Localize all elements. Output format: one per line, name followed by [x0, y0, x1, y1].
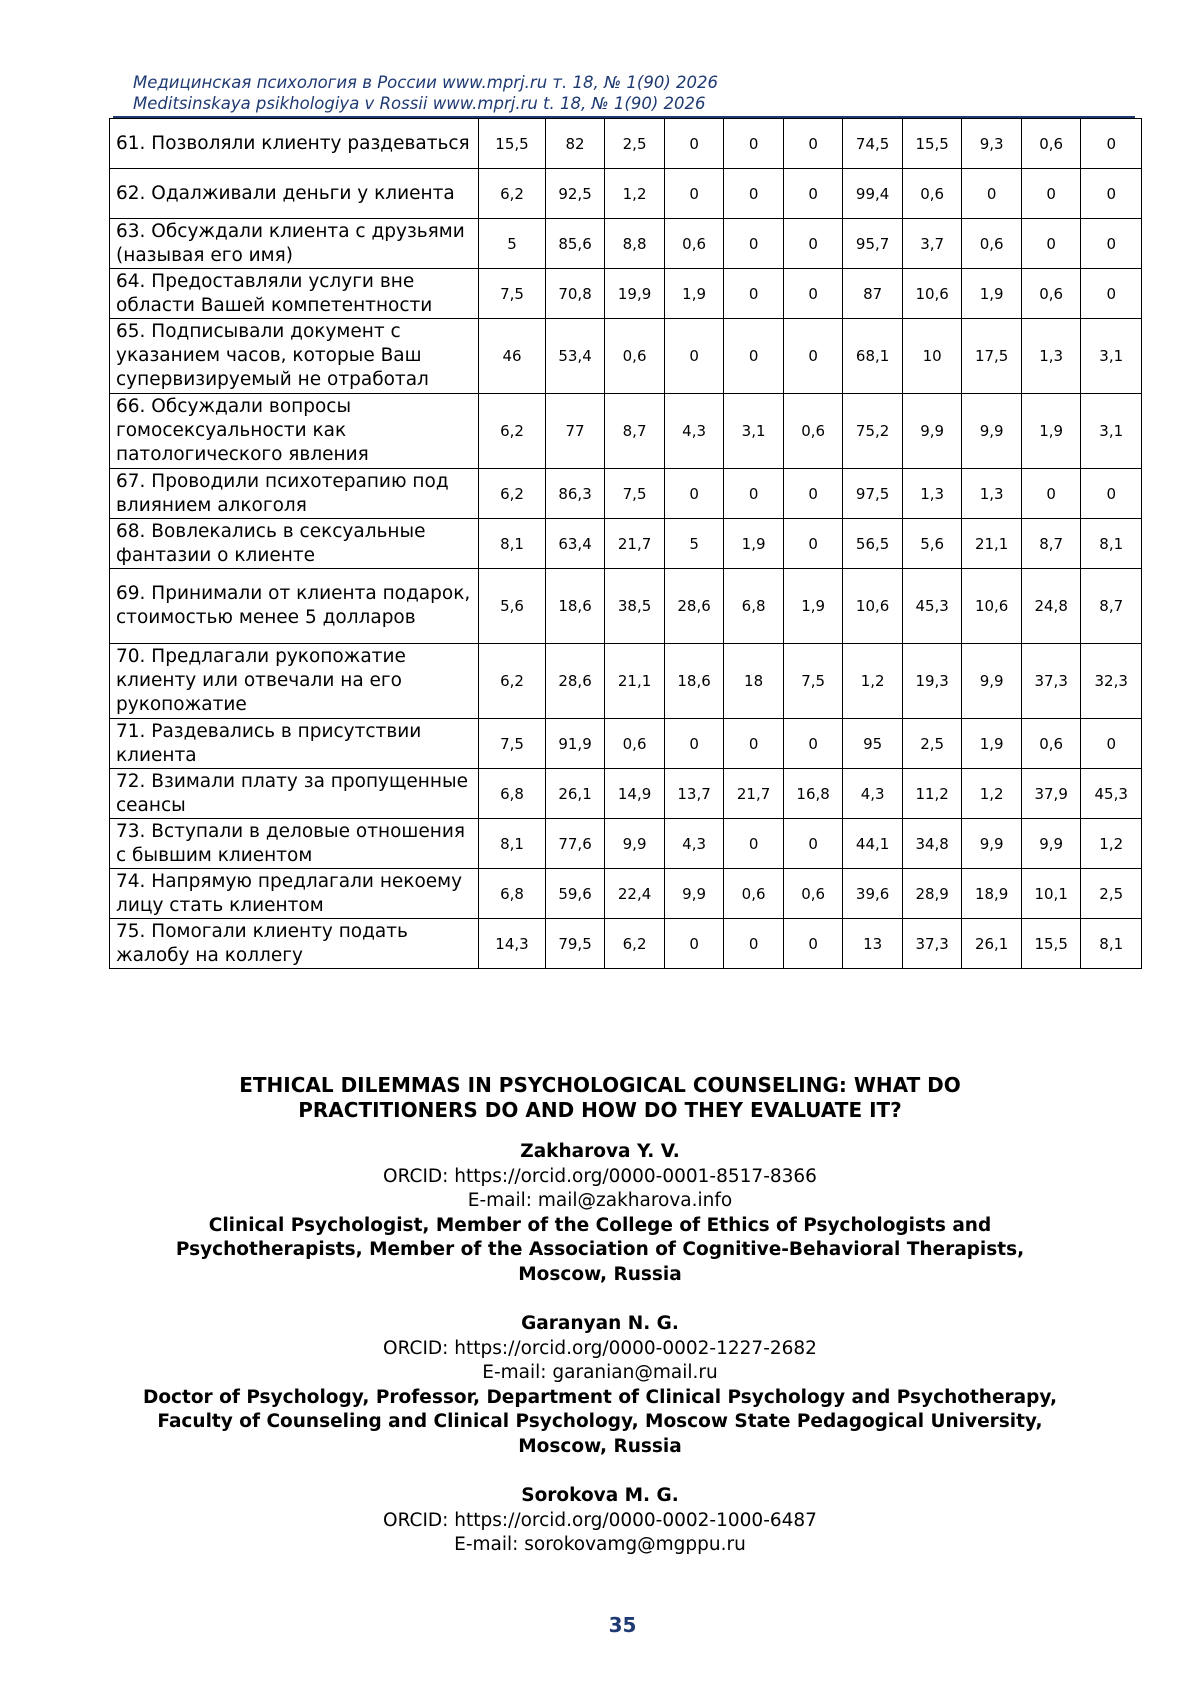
value-cell: 0	[724, 819, 784, 869]
author-name: Garanyan N. G.	[521, 1313, 679, 1334]
value-cell: 99,4	[843, 169, 903, 219]
value-cell: 63,4	[545, 519, 605, 569]
value-cell: 1,2	[962, 769, 1022, 819]
value-cell: 28,9	[902, 869, 962, 919]
value-cell: 85,6	[545, 219, 605, 269]
value-cell: 5	[479, 219, 546, 269]
value-cell: 0,6	[783, 394, 843, 469]
value-cell: 15,5	[902, 119, 962, 169]
value-cell: 0,6	[1021, 119, 1081, 169]
value-cell: 6,2	[479, 644, 546, 719]
value-cell: 0	[1021, 219, 1081, 269]
value-cell: 0	[783, 519, 843, 569]
value-cell: 10,1	[1021, 869, 1081, 919]
value-cell: 4,3	[664, 819, 724, 869]
value-cell: 3,7	[902, 219, 962, 269]
value-cell: 56,5	[843, 519, 903, 569]
author-block-1	[100, 1140, 1100, 1287]
author-orcid: ORCID: https://orcid.org/0000-0001-8517-8366	[383, 1165, 817, 1187]
value-cell: 10,6	[962, 569, 1022, 644]
value-cell: 0,6	[902, 169, 962, 219]
value-cell: 9,3	[962, 119, 1022, 169]
value-cell: 0	[1081, 119, 1142, 169]
value-cell: 79,5	[545, 919, 605, 969]
value-cell: 21,7	[605, 519, 665, 569]
value-cell: 0	[1021, 169, 1081, 219]
value-cell: 21,1	[605, 644, 665, 719]
value-cell: 6,2	[479, 169, 546, 219]
value-cell: 0	[664, 469, 724, 519]
value-cell: 8,1	[1081, 919, 1142, 969]
value-cell: 0	[724, 719, 784, 769]
value-cell: 3,1	[1081, 394, 1142, 469]
value-cell: 70,8	[545, 269, 605, 319]
value-cell: 1,3	[902, 469, 962, 519]
value-cell: 21,7	[724, 769, 784, 819]
item-label: 75. Помогали клиенту подать жалобу на коллегу	[110, 919, 479, 969]
value-cell: 8,7	[1081, 569, 1142, 644]
value-cell: 0	[783, 819, 843, 869]
value-cell: 7,5	[783, 644, 843, 719]
value-cell: 44,1	[843, 819, 903, 869]
table-row	[110, 769, 1142, 819]
item-label: 72. Взимали плату за пропущенные сеансы	[110, 769, 479, 819]
value-cell: 0	[664, 319, 724, 394]
author-affiliation-line: Doctor of Psychology, Professor, Department of Clinical Psychology and Psychotherapy,	[142, 1386, 1058, 1408]
value-cell: 8,7	[1021, 519, 1081, 569]
value-cell: 22,4	[605, 869, 665, 919]
value-cell: 82	[545, 119, 605, 169]
item-label: 73. Вступали в деловые отношения с бывшим клиентом	[110, 819, 479, 869]
value-cell: 2,5	[1081, 869, 1142, 919]
value-cell: 24,8	[1021, 569, 1081, 644]
value-cell: 16,8	[783, 769, 843, 819]
value-cell: 0	[724, 119, 784, 169]
value-cell: 21,1	[962, 519, 1022, 569]
value-cell: 7,5	[479, 719, 546, 769]
value-cell: 46	[479, 319, 546, 394]
value-cell: 0	[783, 469, 843, 519]
value-cell: 1,9	[962, 269, 1022, 319]
value-cell: 1,2	[1081, 819, 1142, 869]
value-cell: 0,6	[724, 869, 784, 919]
value-cell: 0	[1081, 719, 1142, 769]
value-cell: 3,1	[724, 394, 784, 469]
value-cell: 0	[1081, 269, 1142, 319]
table-row	[110, 869, 1142, 919]
value-cell: 95,7	[843, 219, 903, 269]
value-cell: 9,9	[1021, 819, 1081, 869]
value-cell: 0	[1081, 469, 1142, 519]
table-body	[110, 119, 1142, 969]
value-cell: 18,6	[664, 644, 724, 719]
item-label: 68. Вовлекались в сексуальные фантазии о клиенте	[110, 519, 479, 569]
value-cell: 0	[664, 719, 724, 769]
value-cell: 4,3	[843, 769, 903, 819]
value-cell: 53,4	[545, 319, 605, 394]
value-cell: 0,6	[1021, 269, 1081, 319]
value-cell: 9,9	[664, 869, 724, 919]
value-cell: 87	[843, 269, 903, 319]
author-affiliation-line: Psychotherapists, Member of the Association of Cognitive-Behavioral Therapists,	[175, 1239, 1025, 1260]
value-cell: 14,9	[605, 769, 665, 819]
table-row	[110, 319, 1142, 394]
table-row	[110, 219, 1142, 269]
value-cell: 1,9	[1021, 394, 1081, 469]
value-cell: 1,9	[783, 569, 843, 644]
value-cell: 9,9	[605, 819, 665, 869]
value-cell: 0	[962, 169, 1022, 219]
item-label: 62. Одалживали деньги у клиента	[110, 169, 479, 219]
value-cell: 8,8	[605, 219, 665, 269]
value-cell: 91,9	[545, 719, 605, 769]
value-cell: 26,1	[962, 919, 1022, 969]
table-row	[110, 469, 1142, 519]
value-cell: 5,6	[902, 519, 962, 569]
table-row	[110, 569, 1142, 644]
value-cell: 28,6	[545, 644, 605, 719]
value-cell: 0,6	[962, 219, 1022, 269]
value-cell: 6,8	[479, 869, 546, 919]
value-cell: 8,1	[479, 519, 546, 569]
value-cell: 3,1	[1081, 319, 1142, 394]
value-cell: 5	[664, 519, 724, 569]
value-cell: 6,8	[724, 569, 784, 644]
value-cell: 6,8	[479, 769, 546, 819]
value-cell: 0	[724, 469, 784, 519]
value-cell: 19,9	[605, 269, 665, 319]
value-cell: 77,6	[545, 819, 605, 869]
value-cell: 2,5	[605, 119, 665, 169]
table-row	[110, 819, 1142, 869]
value-cell: 1,2	[605, 169, 665, 219]
value-cell: 1,2	[843, 644, 903, 719]
value-cell: 0	[1021, 469, 1081, 519]
value-cell: 13,7	[664, 769, 724, 819]
value-cell: 75,2	[843, 394, 903, 469]
value-cell: 9,9	[962, 819, 1022, 869]
item-label: 65. Подписывали документ с указанием часов, которые Ваш супервизируемый не отработал	[110, 319, 479, 394]
value-cell: 10,6	[902, 269, 962, 319]
author-orcid: ORCID: https://orcid.org/0000-0002-1227-2682	[383, 1337, 817, 1359]
table-row	[110, 269, 1142, 319]
value-cell: 0	[783, 169, 843, 219]
value-cell: 45,3	[902, 569, 962, 644]
journal-header	[133, 72, 718, 114]
table-row	[110, 919, 1142, 969]
value-cell: 0,6	[1021, 719, 1081, 769]
item-label: 74. Напрямую предлагали некоему лицу стать клиентом	[110, 869, 479, 919]
value-cell: 45,3	[1081, 769, 1142, 819]
value-cell: 32,3	[1081, 644, 1142, 719]
value-cell: 1,9	[962, 719, 1022, 769]
value-cell: 1,9	[724, 519, 784, 569]
value-cell: 0,6	[783, 869, 843, 919]
author-affiliation-line: Clinical Psychologist, Member of the College of Ethics of Psychologists and	[208, 1214, 992, 1236]
value-cell: 0	[724, 219, 784, 269]
item-label: 61. Позволяли клиенту раздеваться	[110, 119, 479, 169]
value-cell: 18,6	[545, 569, 605, 644]
value-cell: 9,9	[962, 394, 1022, 469]
author-affiliation-line: Faculty of Counseling and Clinical Psychology, Moscow State Pedagogical University,	[157, 1411, 1043, 1432]
value-cell: 1,3	[962, 469, 1022, 519]
author-block-3	[100, 1484, 1100, 1558]
value-cell: 0	[1081, 219, 1142, 269]
value-cell: 37,3	[902, 919, 962, 969]
value-cell: 8,1	[1081, 519, 1142, 569]
value-cell: 86,3	[545, 469, 605, 519]
value-cell: 8,7	[605, 394, 665, 469]
value-cell: 13	[843, 919, 903, 969]
value-cell: 17,5	[962, 319, 1022, 394]
value-cell: 92,5	[545, 169, 605, 219]
table-row	[110, 719, 1142, 769]
value-cell: 0,6	[605, 719, 665, 769]
item-label: 71. Раздевались в присутствии клиента	[110, 719, 479, 769]
value-cell: 15,5	[1021, 919, 1081, 969]
value-cell: 2,5	[902, 719, 962, 769]
value-cell: 28,6	[664, 569, 724, 644]
value-cell: 74,5	[843, 119, 903, 169]
value-cell: 0	[724, 269, 784, 319]
value-cell: 6,2	[605, 919, 665, 969]
value-cell: 1,3	[1021, 319, 1081, 394]
article-title	[100, 1073, 1100, 1123]
value-cell: 26,1	[545, 769, 605, 819]
value-cell: 95	[843, 719, 903, 769]
author-affiliation-line: Moscow, Russia	[518, 1435, 682, 1457]
results-table	[109, 118, 1142, 969]
author-name: Sorokova M. G.	[521, 1485, 679, 1506]
item-label: 67. Проводили психотерапию под влиянием алкоголя	[110, 469, 479, 519]
value-cell: 0	[783, 119, 843, 169]
value-cell: 59,6	[545, 869, 605, 919]
value-cell: 0	[724, 169, 784, 219]
value-cell: 18,9	[962, 869, 1022, 919]
value-cell: 0	[783, 719, 843, 769]
item-label: 66. Обсуждали вопросы гомосексуальности как патологического явления	[110, 394, 479, 469]
table-row	[110, 394, 1142, 469]
value-cell: 0	[1081, 169, 1142, 219]
value-cell: 0,6	[605, 319, 665, 394]
value-cell: 0	[664, 169, 724, 219]
value-cell: 37,9	[1021, 769, 1081, 819]
value-cell: 68,1	[843, 319, 903, 394]
value-cell: 10,6	[843, 569, 903, 644]
header-line-en: Meditsinskaya psikhologiya v Rossii www.mprj.ru t. 18, № 1(90) 2026	[133, 94, 706, 113]
item-label: 69. Принимали от клиента подарок, стоимостью менее 5 долларов	[110, 569, 479, 644]
value-cell: 9,9	[962, 644, 1022, 719]
value-cell: 37,3	[1021, 644, 1081, 719]
value-cell: 15,5	[479, 119, 546, 169]
value-cell: 18	[724, 644, 784, 719]
value-cell: 38,5	[605, 569, 665, 644]
value-cell: 14,3	[479, 919, 546, 969]
table-row	[110, 519, 1142, 569]
value-cell: 7,5	[605, 469, 665, 519]
value-cell: 11,2	[902, 769, 962, 819]
author-email: E-mail: garanian@mail.ru	[482, 1362, 718, 1383]
value-cell: 9,9	[902, 394, 962, 469]
title-line-2: PRACTITIONERS DO AND HOW DO THEY EVALUATE IT?	[298, 1098, 902, 1122]
value-cell: 19,3	[902, 644, 962, 719]
value-cell: 0	[724, 919, 784, 969]
value-cell: 0	[783, 269, 843, 319]
title-line-1: ETHICAL DILEMMAS IN PSYCHOLOGICAL COUNSELING: WHAT DO	[239, 1073, 961, 1097]
value-cell: 97,5	[843, 469, 903, 519]
value-cell: 0	[664, 119, 724, 169]
value-cell: 39,6	[843, 869, 903, 919]
table-row	[110, 169, 1142, 219]
author-block-2	[100, 1312, 1100, 1459]
value-cell: 7,5	[479, 269, 546, 319]
item-label: 64. Предоставляли услуги вне области Вашей компетентности	[110, 269, 479, 319]
value-cell: 0	[783, 319, 843, 394]
value-cell: 34,8	[902, 819, 962, 869]
value-cell: 4,3	[664, 394, 724, 469]
author-orcid: ORCID: https://orcid.org/0000-0002-1000-6487	[383, 1509, 817, 1531]
value-cell: 0	[783, 919, 843, 969]
author-email: E-mail: sorokovamg@mgppu.ru	[454, 1534, 746, 1555]
author-name: Zakharova Y. V.	[520, 1141, 680, 1162]
table-row	[110, 644, 1142, 719]
table-row	[110, 119, 1142, 169]
value-cell: 0	[724, 319, 784, 394]
value-cell: 6,2	[479, 469, 546, 519]
item-label: 70. Предлагали рукопожатие клиенту или отвечали на его рукопожатие	[110, 644, 479, 719]
value-cell: 1,9	[664, 269, 724, 319]
value-cell: 8,1	[479, 819, 546, 869]
value-cell: 77	[545, 394, 605, 469]
value-cell: 0	[664, 919, 724, 969]
author-affiliation-line: Moscow, Russia	[518, 1263, 682, 1285]
value-cell: 10	[902, 319, 962, 394]
page-number: 35	[608, 1613, 637, 1637]
value-cell: 5,6	[479, 569, 546, 644]
value-cell: 6,2	[479, 394, 546, 469]
value-cell: 0,6	[664, 219, 724, 269]
author-email: E-mail: mail@zakharova.info	[467, 1190, 733, 1211]
header-line-ru: Медицинская психология в России www.mprj.ru т. 18, № 1(90) 2026	[133, 73, 718, 92]
item-label: 63. Обсуждали клиента с друзьями (называя его имя)	[110, 219, 479, 269]
value-cell: 0	[783, 219, 843, 269]
